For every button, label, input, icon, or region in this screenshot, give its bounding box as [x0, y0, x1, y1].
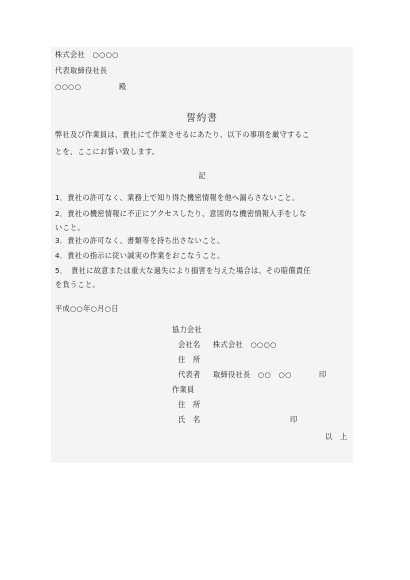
item-3: 3．貴社の許可なく、書類等を持ち出さないこと。 [55, 236, 225, 245]
worker-label: 作業員 [172, 385, 195, 394]
item-1: 1．貴社の許可なく、業務上で知り得た機密情報を他へ漏らさないこと。 [55, 193, 300, 202]
document-page [51, 47, 353, 463]
document-title: 誓約書 [186, 113, 218, 124]
rep-label: 代表者 [178, 370, 201, 379]
item-4: 4．貴社の指示に従い誠実の作業をおこなうこと。 [55, 251, 225, 260]
item-5-line-1: 5． 貴社に故意または重大な過失により損害を与えた場合は、その賠償責任 [55, 266, 311, 275]
document-date: 平成○○年○月○日 [55, 304, 119, 313]
item-2-line-2: いこと。 [55, 223, 85, 232]
item-5-line-2: を負うこと。 [55, 280, 100, 289]
addressee-position: 代表取締役社長 [55, 66, 108, 75]
intro-line-2: とを、ここにお誓い致します。 [55, 147, 160, 156]
item-2-line-1: 2．貴社の機密情報に不正にアクセスしたり、意図的な機密情報入手をしな [55, 209, 307, 218]
ki-heading: 記 [198, 171, 206, 180]
rep-value: 取締役社長 ○○ ○○ [213, 370, 292, 379]
partner-label: 協力会社 [172, 325, 202, 334]
address-label: 住 所 [178, 355, 201, 364]
company-value: 株式会社 ○○○○ [213, 340, 277, 349]
worker-name-label: 氏 名 [178, 415, 201, 424]
addressee-honorific: 殿 [119, 82, 127, 91]
addressee-name: ○○○○ [55, 82, 82, 91]
intro-line-1: 弊社及び作業員は、貴社にて作業させるにあたり、以下の事項を厳守するこ [55, 130, 310, 139]
company-label: 会社名 [178, 340, 201, 349]
worker-seal: 印 [290, 415, 298, 424]
addressee-company: 株式会社 ○○○○ [55, 50, 119, 59]
worker-address-label: 住 所 [178, 400, 201, 409]
rep-seal: 印 [319, 370, 327, 379]
closing-text: 以 上 [325, 432, 348, 441]
